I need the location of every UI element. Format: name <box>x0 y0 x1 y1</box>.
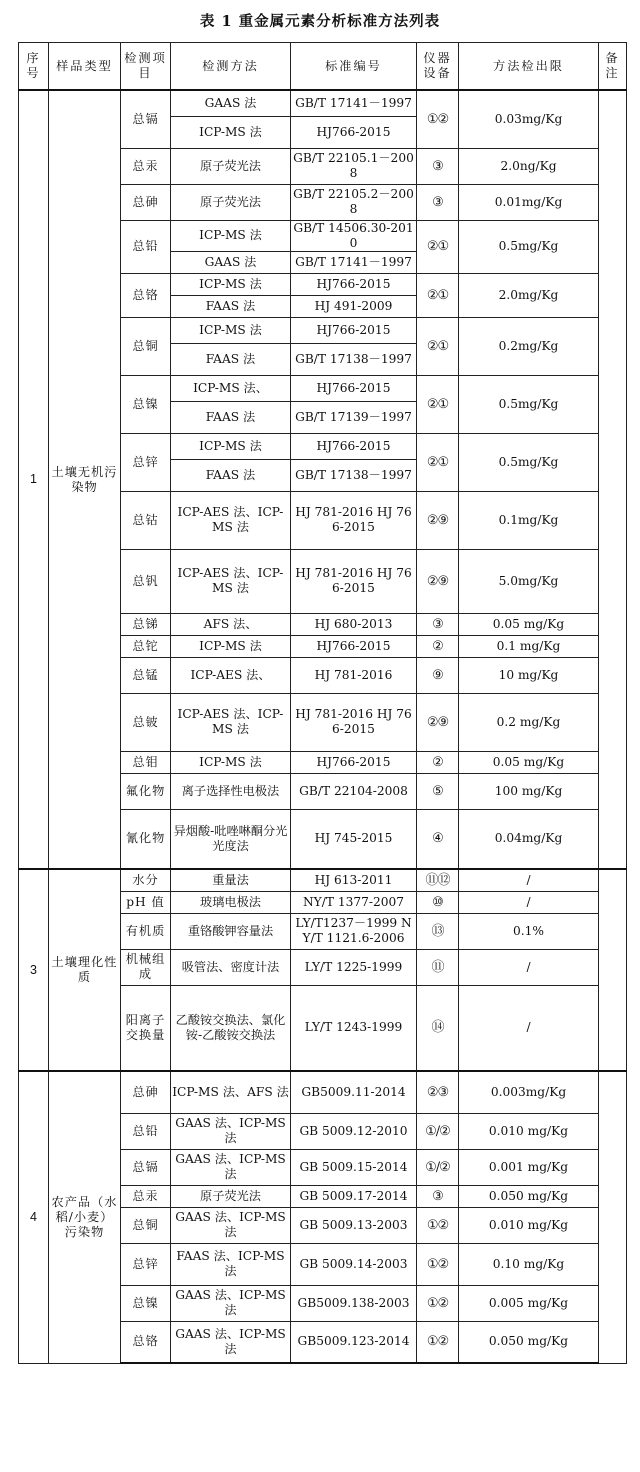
method-cell: GAAS 法、ICP-MS 法 <box>171 1149 291 1185</box>
standard-cell: LY/T1237－1999 NY/T 1121.6-2006 <box>291 913 417 949</box>
detection-limit-cell: 0.5mg/Kg <box>459 220 599 273</box>
standard-cell: HJ766-2015 <box>291 375 417 401</box>
test-item-cell: 总镉 <box>121 1149 171 1185</box>
detection-limit-cell: 0.01mg/Kg <box>459 184 599 220</box>
test-item-cell: 总锌 <box>121 1243 171 1285</box>
test-item-cell: 总铜 <box>121 1207 171 1243</box>
remarks-cell <box>599 90 627 869</box>
test-item-cell: 有机质 <box>121 913 171 949</box>
method-cell: ICP-MS 法、 <box>171 375 291 401</box>
standard-cell: GB/T 17141－1997 <box>291 90 417 116</box>
method-cell: 玻璃电极法 <box>171 891 291 913</box>
standard-cell: GB/T 17139－1997 <box>291 401 417 433</box>
header-remarks: 备注 <box>599 43 627 91</box>
device-cell: ② <box>417 751 459 773</box>
method-cell: FAAS 法 <box>171 295 291 317</box>
device-cell: ①/② <box>417 1113 459 1149</box>
detection-limit-cell: 0.003mg/Kg <box>459 1071 599 1113</box>
device-cell: ③ <box>417 613 459 635</box>
test-item-cell: 机械组成 <box>121 949 171 985</box>
test-item-cell: 总汞 <box>121 148 171 184</box>
device-cell: ③ <box>417 1185 459 1207</box>
standard-cell: GB 5009.15-2014 <box>291 1149 417 1185</box>
header-row <box>19 43 627 91</box>
table-row <box>19 869 627 891</box>
device-cell: ② <box>417 635 459 657</box>
detection-limit-cell: 0.2mg/Kg <box>459 317 599 375</box>
device-cell: ②⑨ <box>417 693 459 751</box>
header-device: 仪器设备 <box>417 43 459 91</box>
header-test-item: 检测项目 <box>121 43 171 91</box>
standard-cell: HJ 781-2016 HJ 766-2015 <box>291 549 417 613</box>
test-item-cell: 水分 <box>121 869 171 891</box>
device-cell: ①② <box>417 1243 459 1285</box>
table-caption: 表 1 重金属元素分析标准方法列表 <box>199 13 441 30</box>
standard-cell: GB/T 14506.30-2010 <box>291 220 417 251</box>
standard-cell: LY/T 1225-1999 <box>291 949 417 985</box>
device-cell: ③ <box>417 184 459 220</box>
standard-cell: HJ766-2015 <box>291 317 417 343</box>
header-standard-no: 标准编号 <box>291 43 417 91</box>
device-cell: ①/② <box>417 1149 459 1185</box>
test-item-cell: pH 值 <box>121 891 171 913</box>
remarks-cell <box>599 869 627 1071</box>
device-cell: ①② <box>417 1207 459 1243</box>
method-cell: ICP-MS 法、AFS 法 <box>171 1071 291 1113</box>
method-cell: FAAS 法 <box>171 459 291 491</box>
detection-limit-cell: 0.001 mg/Kg <box>459 1149 599 1185</box>
method-cell: 原子荧光法 <box>171 184 291 220</box>
method-cell: ICP-MS 法 <box>171 751 291 773</box>
sample-type-cell: 农产品（水稻/小麦）污染物 <box>49 1071 121 1363</box>
method-cell: ICP-MS 法 <box>171 116 291 148</box>
test-item-cell: 总锰 <box>121 657 171 693</box>
header-serial: 序号 <box>19 43 49 91</box>
test-item-cell: 总锌 <box>121 433 171 491</box>
test-item-cell: 总铜 <box>121 317 171 375</box>
detection-limit-cell: 0.010 mg/Kg <box>459 1207 599 1243</box>
standard-cell: GB 5009.12-2010 <box>291 1113 417 1149</box>
device-cell: ⑭ <box>417 985 459 1071</box>
standard-cell: HJ766-2015 <box>291 433 417 459</box>
standard-cell: HJ 781-2016 <box>291 657 417 693</box>
standard-cell: HJ766-2015 <box>291 635 417 657</box>
method-cell: ICP-AES 法、ICP-MS 法 <box>171 491 291 549</box>
method-cell: 离子选择性电极法 <box>171 773 291 809</box>
serial-number-cell: 4 <box>19 1071 49 1363</box>
test-item-cell: 总镍 <box>121 1285 171 1321</box>
detection-limit-cell: / <box>459 949 599 985</box>
standard-cell: GB/T 22104-2008 <box>291 773 417 809</box>
test-item-cell: 总铬 <box>121 273 171 317</box>
group-agri-products <box>19 1071 627 1363</box>
device-cell: ②① <box>417 220 459 273</box>
test-item-cell: 阳离子交换量 <box>121 985 171 1071</box>
test-item-cell: 总汞 <box>121 1185 171 1207</box>
header-detection-limit: 方法检出限 <box>459 43 599 91</box>
detection-limit-cell: 2.0mg/Kg <box>459 273 599 317</box>
method-cell: ICP-AES 法、ICP-MS 法 <box>171 693 291 751</box>
detection-limit-cell: 10 mg/Kg <box>459 657 599 693</box>
standard-cell: HJ766-2015 <box>291 273 417 295</box>
method-cell: ICP-AES 法、ICP-MS 法 <box>171 549 291 613</box>
sample-type-cell: 土壤理化性质 <box>49 869 121 1071</box>
method-cell: 吸管法、密度计法 <box>171 949 291 985</box>
standard-cell: HJ766-2015 <box>291 116 417 148</box>
device-cell: ②① <box>417 317 459 375</box>
detection-limit-cell: 0.050 mg/Kg <box>459 1321 599 1363</box>
test-item-cell: 总铊 <box>121 635 171 657</box>
detection-limit-cell: / <box>459 985 599 1071</box>
test-item-cell: 总镉 <box>121 90 171 148</box>
method-cell: GAAS 法、ICP-MS 法 <box>171 1321 291 1363</box>
device-cell: ⑩ <box>417 891 459 913</box>
device-cell: ②① <box>417 375 459 433</box>
detection-limit-cell: 0.5mg/Kg <box>459 433 599 491</box>
detection-limit-cell: 0.10 mg/Kg <box>459 1243 599 1285</box>
test-item-cell: 总砷 <box>121 184 171 220</box>
standard-cell: GB 5009.13-2003 <box>291 1207 417 1243</box>
device-cell: ②③ <box>417 1071 459 1113</box>
detection-limit-cell: 0.04mg/Kg <box>459 809 599 869</box>
device-cell: ⑪⑫ <box>417 869 459 891</box>
method-cell: ICP-MS 法 <box>171 220 291 251</box>
detection-limit-cell: 0.5mg/Kg <box>459 375 599 433</box>
device-cell: ③ <box>417 148 459 184</box>
remarks-cell <box>599 1071 627 1363</box>
standard-cell: GB 5009.17-2014 <box>291 1185 417 1207</box>
detection-limit-cell: 0.03mg/Kg <box>459 90 599 148</box>
standards-table <box>18 42 627 1364</box>
detection-limit-cell: / <box>459 891 599 913</box>
method-cell: 乙酸铵交换法、氯化铵-乙酸铵交换法 <box>171 985 291 1071</box>
group-soil-physchem <box>19 869 627 1071</box>
standard-cell: GB 5009.14-2003 <box>291 1243 417 1285</box>
method-cell: ICP-MS 法 <box>171 317 291 343</box>
serial-number-cell: 3 <box>19 869 49 1071</box>
test-item-cell: 氟化物 <box>121 773 171 809</box>
sample-type-cell: 土壤无机污染物 <box>49 90 121 869</box>
device-cell: ①② <box>417 1285 459 1321</box>
method-cell: GAAS 法、ICP-MS 法 <box>171 1285 291 1321</box>
test-item-cell: 总锑 <box>121 613 171 635</box>
method-cell: GAAS 法 <box>171 251 291 273</box>
detection-limit-cell: 2.0ng/Kg <box>459 148 599 184</box>
detection-limit-cell: 0.2 mg/Kg <box>459 693 599 751</box>
test-item-cell: 总铅 <box>121 220 171 273</box>
header-sample-type: 样品类型 <box>49 43 121 91</box>
method-cell: FAAS 法 <box>171 343 291 375</box>
device-cell: ④ <box>417 809 459 869</box>
method-cell: AFS 法、 <box>171 613 291 635</box>
device-cell: ②⑨ <box>417 491 459 549</box>
method-cell: GAAS 法、ICP-MS 法 <box>171 1207 291 1243</box>
standard-cell: NY/T 1377-2007 <box>291 891 417 913</box>
standard-cell: GB/T 17141－1997 <box>291 251 417 273</box>
method-cell: FAAS 法 <box>171 401 291 433</box>
standard-cell: GB/T 22105.1－2008 <box>291 148 417 184</box>
device-cell: ②① <box>417 273 459 317</box>
standard-cell: HJ 613-2011 <box>291 869 417 891</box>
test-item-cell: 总钒 <box>121 549 171 613</box>
detection-limit-cell: 0.1mg/Kg <box>459 491 599 549</box>
detection-limit-cell: 0.05 mg/Kg <box>459 751 599 773</box>
detection-limit-cell: 0.005 mg/Kg <box>459 1285 599 1321</box>
test-item-cell: 总铬 <box>121 1321 171 1363</box>
test-item-cell: 总铅 <box>121 1113 171 1149</box>
method-cell: 异烟酸-吡唑啉酮分光光度法 <box>171 809 291 869</box>
method-cell: 原子荧光法 <box>171 148 291 184</box>
standard-cell: HJ766-2015 <box>291 751 417 773</box>
test-item-cell: 总镍 <box>121 375 171 433</box>
method-cell: 重量法 <box>171 869 291 891</box>
standard-cell: GB/T 22105.2－2008 <box>291 184 417 220</box>
method-cell: 原子荧光法 <box>171 1185 291 1207</box>
detection-limit-cell: 0.1 mg/Kg <box>459 635 599 657</box>
detection-limit-cell: 0.05 mg/Kg <box>459 613 599 635</box>
device-cell: ②① <box>417 433 459 491</box>
method-cell: ICP-MS 法 <box>171 635 291 657</box>
device-cell: ①② <box>417 1321 459 1363</box>
standard-cell: HJ 680-2013 <box>291 613 417 635</box>
method-cell: FAAS 法、ICP-MS 法 <box>171 1243 291 1285</box>
detection-limit-cell: 0.050 mg/Kg <box>459 1185 599 1207</box>
standard-cell: HJ 781-2016 HJ 766-2015 <box>291 491 417 549</box>
detection-limit-cell: 0.1% <box>459 913 599 949</box>
detection-limit-cell: 100 mg/Kg <box>459 773 599 809</box>
detection-limit-cell: 5.0mg/Kg <box>459 549 599 613</box>
device-cell: ①② <box>417 90 459 148</box>
standard-cell: GB5009.123-2014 <box>291 1321 417 1363</box>
serial-number-cell: 1 <box>19 90 49 869</box>
standard-cell: GB/T 17138－1997 <box>291 343 417 375</box>
device-cell: ⑪ <box>417 949 459 985</box>
standard-cell: GB5009.11-2014 <box>291 1071 417 1113</box>
method-cell: GAAS 法、ICP-MS 法 <box>171 1113 291 1149</box>
table-row <box>19 90 627 116</box>
test-item-cell: 总钴 <box>121 491 171 549</box>
detection-limit-cell: / <box>459 869 599 891</box>
device-cell: ⑤ <box>417 773 459 809</box>
device-cell: ⑨ <box>417 657 459 693</box>
standard-cell: GB5009.138-2003 <box>291 1285 417 1321</box>
method-cell: ICP-MS 法 <box>171 273 291 295</box>
standard-cell: HJ 491-2009 <box>291 295 417 317</box>
method-cell: 重铬酸钾容量法 <box>171 913 291 949</box>
test-item-cell: 总砷 <box>121 1071 171 1113</box>
standard-cell: LY/T 1243-1999 <box>291 985 417 1071</box>
table-row <box>19 1071 627 1113</box>
test-item-cell: 氰化物 <box>121 809 171 869</box>
test-item-cell: 总铍 <box>121 693 171 751</box>
test-item-cell: 总钼 <box>121 751 171 773</box>
method-cell: ICP-AES 法、 <box>171 657 291 693</box>
detection-limit-cell: 0.010 mg/Kg <box>459 1113 599 1149</box>
device-cell: ②⑨ <box>417 549 459 613</box>
device-cell: ⑬ <box>417 913 459 949</box>
method-cell: GAAS 法 <box>171 90 291 116</box>
standard-cell: HJ 781-2016 HJ 766-2015 <box>291 693 417 751</box>
header-test-method: 检测方法 <box>171 43 291 91</box>
group-soil-inorganic <box>19 90 627 869</box>
method-cell: ICP-MS 法 <box>171 433 291 459</box>
standard-cell: HJ 745-2015 <box>291 809 417 869</box>
standard-cell: GB/T 17138－1997 <box>291 459 417 491</box>
